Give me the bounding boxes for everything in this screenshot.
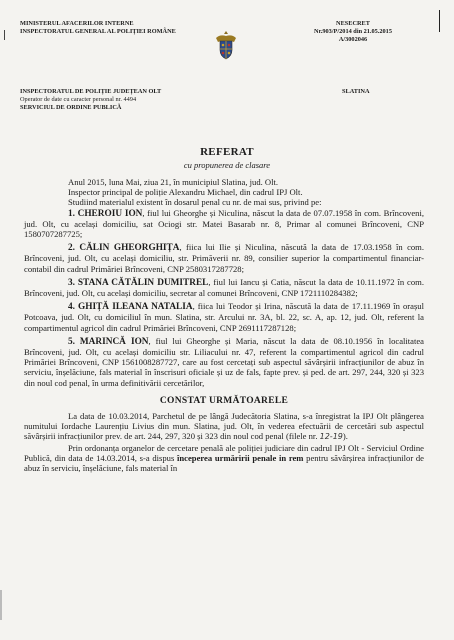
person-number: 3. <box>68 277 75 288</box>
header-left <box>20 20 176 36</box>
person-details: , fiica lui Teodor și Irina, născută la data de 17.11.1969 în orașul Potcoava, jud. Olt, cu domiciliul în mun. Slatina, str. Arcului nr. 3A, bl. 22, sc. A, ap. 12, jud. Olt, referent la compartimentul agricol din cadrul Primăriei Brîncoveni, CNP 2691117287128; <box>24 301 424 333</box>
person-number: 5. <box>68 336 75 347</box>
pen-mark-left <box>4 30 5 40</box>
data-operator: Operator de date cu caracter personal nr. 4494 <box>20 96 137 103</box>
person-number: 4. <box>68 302 75 313</box>
person-name: MARINCĂ ION <box>79 336 149 347</box>
paragraph-text: Prin ordonanța organelor de cercetare penală ale poliției judiciare din cadrul IPJ Olt - Serviciul Ordine Publică, din data de 14.03.2014, s-a dispus <box>24 442 424 463</box>
paragraph-text: ). <box>342 431 348 442</box>
document-body <box>24 177 424 473</box>
service-name: SERVICIUL DE ORDINE PUBLICĂ <box>20 104 122 111</box>
person-details: , fiul lui Gheorghe și Maria, născut la data de 08.10.1956 în localitatea Brîncoveni, jud. Olt, cu același domiciliu str. Liliacului nr. 47, referent la compartimentul agricol din cadrul Primăriei Brîncoveni, CNP 1561008287727, care au fost cercetați sub aspectul săvârșirii infracțiunilor de abuz în serviciu, înșelăciune, fals material în înscrisuri oficiale și uz de fals, fapte prev. și ped. de art. 297, 244, 320 și 323 din noul cod penal, în urma definitivării cercetărilor, <box>24 335 424 388</box>
section-title: CONSTAT URMĂTOARELE <box>159 395 289 406</box>
person-details: , fiul lui Iancu și Catia, născut la data de 10.11.1972 în com. Brîncoveni, jud. Olt, cu același domiciliu, secretar al comunei Brîncoveni, CNP 1721110284382; <box>24 276 424 299</box>
paragraph-bold-text: începerea urmăririi penale in rem <box>177 452 304 463</box>
paragraph-text: pentru săvârșirea infracțiunilor de abuz în serviciu, înșelăciune, fals material în <box>24 452 424 474</box>
person-entry <box>24 336 424 388</box>
classification: NESECRET <box>336 20 370 27</box>
person-entry <box>24 277 424 298</box>
city-name: SLATINA <box>342 88 370 95</box>
sub-header-left <box>20 88 161 112</box>
document-subtitle: cu propunerea de clasare <box>183 160 271 170</box>
document-number: Nr.903/P/2014 din 21.05.2015 <box>314 28 392 35</box>
person-entry <box>24 208 424 240</box>
person-number: 2. <box>68 243 75 254</box>
pen-mark <box>439 10 440 32</box>
intro-line: Anul 2015, luna Mai, ziua 21, în municipiul Slatina, jud. Olt. <box>68 177 279 187</box>
intro-line: Inspector principal de poliție Alexandru Michael, din cadrul IPJ Olt. <box>68 187 303 198</box>
romania-coat-of-arms-icon <box>214 30 238 60</box>
paragraph <box>24 443 424 474</box>
person-entry <box>24 301 424 333</box>
intro-line: Studiind materialul existent în dosarul penal cu nr. de mai sus, privind pe: <box>68 197 322 208</box>
person-name: CĂLIN GHEORGHIȚA <box>79 243 180 254</box>
person-details: , fiica lui Ilie și Niculina, născută la data de 17.03.1958 în com. Brîncoveni, jud. Olt, cu același domiciliu, str. Primăverii nr. 89, consilier superior la compartimentul financiar-contabil din cadrul Primăriei Brîncoveni, CNP 2580317287728; <box>24 242 425 274</box>
person-name: CHEROIU ION <box>77 208 143 219</box>
person-details: , fiul lui Gheorghe și Niculina, născut la data de 07.07.1958 în com. Brîncoveni, jud. Olt, cu același domiciliu, sat Ociogi str. Matei Basarab nr. 8, Primar al comunei Brîncoveni, CNP 1580707287725; <box>24 207 424 240</box>
county-inspectorate: INSPECTORATUL DE POLIȚIE JUDEȚEAN OLT <box>20 88 162 95</box>
handwritten-page-range: 12-19 <box>319 432 343 442</box>
person-name: GHIȚĂ ILEANA NATALIA <box>78 302 193 313</box>
ministry-name: MINISTERUL AFACERILOR INTERNE <box>20 20 134 27</box>
document-title: REFERAT <box>200 146 254 158</box>
registry-number: A/3002046 <box>338 36 368 43</box>
person-number: 1. <box>68 208 75 219</box>
paragraph <box>24 411 424 443</box>
person-name: STANA CĂTĂLIN DUMITREL <box>77 277 209 288</box>
scan-edge-shadow <box>0 590 2 620</box>
inspectorate-name: INSPECTORATUL GENERAL AL POLIȚIEI ROMÂNE <box>20 28 176 35</box>
header-right <box>298 20 408 44</box>
paragraph-text: La data de 10.03.2014, Parchetul de pe lângă Judecătoria Slatina, s-a înregistrat la IPJ Olt plângerea numitului Iordache Laurențiu Livius din mun. Slatina, jud. Olt, în vederea efectuării de cercetări sub aspectul săvârșirii infracțiunilor prev. de art. 244, 297, 320 și 323 din noul cod penal (filele nr. <box>24 411 424 442</box>
person-entry <box>24 242 424 274</box>
